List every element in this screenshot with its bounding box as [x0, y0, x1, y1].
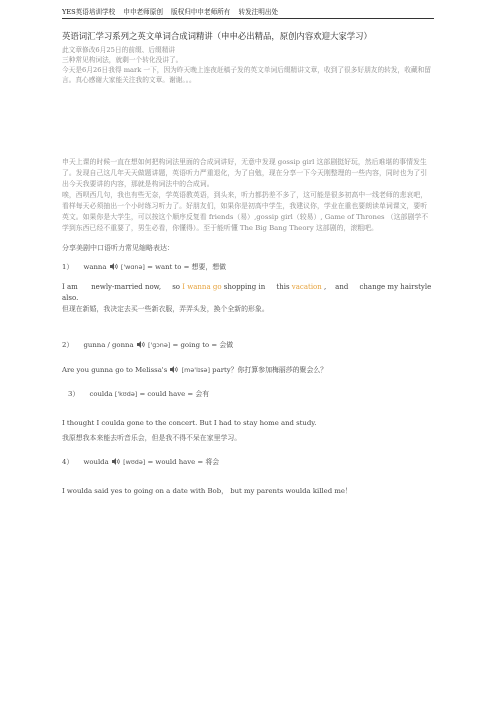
sentence-part: newly-married now,: [91, 283, 162, 291]
sentence-part: and: [335, 283, 349, 291]
translation: 但现在新婚，我决定去买一些新衣服，弄弄头发，换个全新的形象。: [62, 305, 269, 313]
article-title: 英语词汇学习系列之英文单词合成词精讲（申申必出精品，原创内容欢迎大家学习）: [62, 31, 372, 41]
sentence-rest: party？你打算参加梅丽莎的聚会么？: [212, 366, 328, 374]
vocab-item: [62, 340, 434, 351]
item-word: gunna / gonna: [83, 341, 134, 349]
highlighted-phrase: I wanna go: [182, 283, 222, 291]
item-word: coulda: [89, 390, 113, 398]
body-paragraph: 申天上课的时候一直在想如何把构词法里面的合成词讲好，无意中发现 gossip girl 这部剧挺好玩，然后难堪的事情发生了。发现自己这几年天天做题讲题，英语听力严重退化，为了自勉，现在分享一下今天刚整理的一些内容，同时也为了引出今天我要讲的内容，那就是构词法中的合成词。: [62, 158, 428, 188]
item-word: woulda: [83, 458, 109, 466]
translation: 我原想我本来能去听音乐会，但是我不得不呆在家里学习。: [62, 434, 242, 442]
item-word: wanna: [83, 263, 107, 271]
intro-line: 今天是6月26日我得 mark 一下，因为昨天晚上连夜赶稿子发的英文单词后缀精讲文章，收到了很多好朋友的转发，收藏和留言。真心感谢大家能关注我的文章。谢谢。。。: [62, 65, 431, 84]
header-repost-note: 转发注明出处: [238, 8, 279, 16]
sentence-english: Are you gunna go to Melissa's: [62, 366, 168, 374]
item-phonetic: [wʊdə]: [123, 458, 146, 466]
item-gloss: = could have = 会有: [139, 390, 210, 398]
header-author: 申申老师原创: [123, 8, 163, 16]
sentence-part: I am: [62, 283, 78, 291]
sentence-part: ,: [324, 283, 327, 291]
intro-section: [62, 31, 434, 85]
body-paragraph: 唉，西呗西几句，我也有些无奈，学英语教英语，到头来，听力都扔差不多了，这可能是很多初高中一线老师的悲哀吧，看样每天必须抽出一个小时练习听力了。好朋友们，如果你是初高中学生，我建议你，学业在重也要朗读单词课文，要听英文。如果你是大学生，可以按这个顺序反复看 friends（易）,gossip girl（较易）, Game of Thrones （这部剧学不学到东西已经不重要了，男生必看，你懂得）。至于能听懂 The Big Bang Theory 这部剧的，滚粗吧。: [62, 191, 429, 232]
example-sentence: I thought I coulda gone to the concert. But I had to stay home and study.: [62, 419, 317, 427]
item-gloss: = would have = 将会: [147, 458, 220, 466]
item-gloss: = going to = 会做: [172, 341, 234, 349]
speaker-icon[interactable]: [170, 366, 178, 373]
section-lead: 分享美剧中口语听力常见缩略表达：: [62, 244, 174, 252]
sentence-part: change my hairstyle also.: [62, 283, 432, 302]
speaker-icon[interactable]: [137, 341, 145, 348]
example-sentence: [62, 365, 434, 376]
vocab-item: [62, 457, 434, 468]
intro-line: 此文章修改6月25日的前缀、后缀精讲: [62, 45, 176, 54]
item-phonetic: ['wɑnə]: [120, 263, 145, 271]
article-body: [62, 157, 434, 497]
item-gloss: = want to = 想要，想做: [147, 263, 227, 271]
intro-line: 三种常见构词法，就剩一个转化没讲了。: [62, 55, 183, 64]
example-sentence: [62, 282, 434, 304]
item-number: 4）: [62, 458, 74, 466]
item-number: 1）: [62, 263, 74, 271]
speaker-icon[interactable]: [110, 263, 118, 270]
item-number: 3）: [68, 390, 80, 398]
sentence-part: shopping in: [223, 283, 266, 291]
item-phonetic: ['gɔnə]: [147, 341, 171, 349]
header-copyright: 版权归申申老师所有: [171, 8, 231, 16]
speaker-icon[interactable]: [112, 458, 120, 465]
sentence-part: this: [276, 283, 290, 291]
example-sentence: I woulda said yes to going on a date with Bob， but my parents woulda killed me！: [62, 487, 352, 495]
vocab-item: [62, 262, 434, 273]
page-header: [62, 6, 434, 19]
header-school: YES英语培训学校: [62, 8, 116, 16]
highlighted-word: vacation: [291, 283, 322, 291]
sentence-part: so: [172, 283, 181, 291]
sentence-phonetic: [mə'lɪsə]: [181, 366, 210, 374]
item-number: 2）: [62, 341, 74, 349]
item-phonetic: ['kʊdə]: [114, 390, 138, 398]
vocab-item: [62, 389, 434, 400]
